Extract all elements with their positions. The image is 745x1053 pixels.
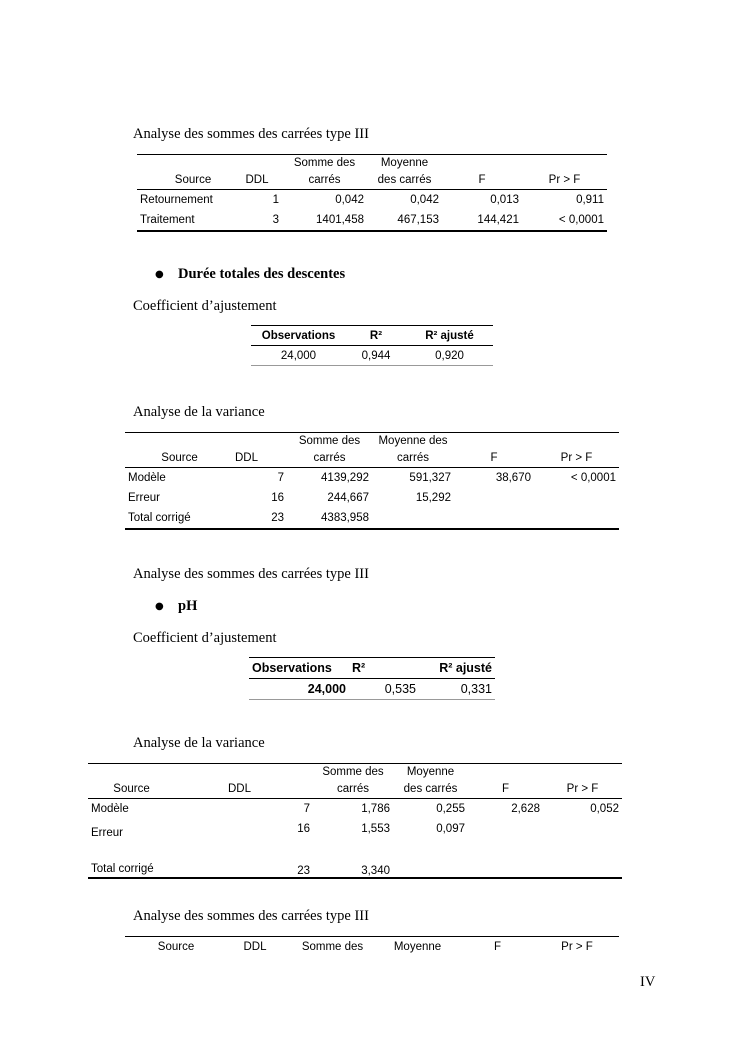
cell: Erreur xyxy=(91,827,123,839)
cell xyxy=(468,839,543,878)
cell xyxy=(454,508,534,529)
cell: Modèle xyxy=(128,472,166,484)
table-row xyxy=(88,839,622,878)
cell: 1 xyxy=(272,194,279,206)
cell xyxy=(534,508,619,529)
cell: 1,786 xyxy=(361,803,390,815)
cell: 0,042 xyxy=(410,194,439,206)
cell: 24,000 xyxy=(307,682,346,696)
cell: 0,255 xyxy=(436,803,465,815)
anova-table-2 xyxy=(125,432,619,530)
cell xyxy=(468,819,543,839)
col-observations: Observations xyxy=(249,658,349,679)
table-row xyxy=(125,508,619,529)
col-ddl: DDL xyxy=(217,433,287,468)
cell: 16 xyxy=(271,492,284,504)
col-p: Pr > F xyxy=(534,433,619,468)
page-number: IV xyxy=(640,974,656,990)
type3-heading-2: Analyse des sommes des carrées type III xyxy=(133,566,369,582)
section-title-ph: pH xyxy=(178,598,198,614)
cell: 24,000 xyxy=(280,349,317,362)
col-p: Pr > F xyxy=(543,764,622,799)
col-ms: Moyenne xyxy=(393,941,442,953)
cell: 244,667 xyxy=(327,492,369,504)
cell: 1,553 xyxy=(361,823,390,835)
cell: 38,670 xyxy=(495,472,531,484)
table-header xyxy=(251,326,493,346)
cell: 3,340 xyxy=(361,865,390,877)
table-row xyxy=(88,819,622,839)
cell xyxy=(534,488,619,508)
col-ss: Somme des carrés xyxy=(287,433,372,468)
table-header xyxy=(88,764,622,799)
type3-table-3 xyxy=(125,936,619,957)
col-ss: Somme des carrés xyxy=(282,155,367,190)
type3-table-1 xyxy=(137,154,607,232)
anova-table-3 xyxy=(88,763,622,879)
bullet-icon: ● xyxy=(155,269,164,280)
col-ddl: DDL xyxy=(243,941,267,953)
col-source: Source xyxy=(157,941,195,953)
cell: Total corrigé xyxy=(128,512,191,524)
cell: 7 xyxy=(277,472,284,484)
cell xyxy=(543,819,622,839)
col-f: F xyxy=(454,433,534,468)
cell: 0,535 xyxy=(384,682,416,696)
cell: Traitement xyxy=(140,214,195,226)
col-p: Pr > F xyxy=(522,155,607,190)
col-r2: R² xyxy=(349,658,419,679)
col-ddl: DDL xyxy=(168,764,313,799)
type3-heading-1: Analyse des sommes des carrées type III xyxy=(133,126,369,142)
table-header xyxy=(125,937,619,958)
cell xyxy=(372,508,454,529)
section-title-duree: Durée totales des descentes xyxy=(178,266,346,282)
cell xyxy=(393,839,468,878)
col-ddl: DDL xyxy=(232,155,282,190)
bullet-icon: ● xyxy=(155,601,164,612)
cell: 23 xyxy=(297,865,310,877)
col-source: Source xyxy=(137,155,232,190)
cell: 16 xyxy=(297,823,310,835)
cell: 0,042 xyxy=(335,194,364,206)
cell: 0,911 xyxy=(576,194,604,206)
col-ms: Moyenne des carrés xyxy=(372,433,454,468)
cell: 2,628 xyxy=(511,803,540,815)
cell: 0,944 xyxy=(361,349,391,362)
col-r2-adj: R² ajusté xyxy=(419,658,495,679)
col-r2-adj: R² ajusté xyxy=(406,326,493,346)
cell: 1401,458 xyxy=(316,214,364,226)
col-r2: R² xyxy=(346,326,406,346)
cell: 4139,292 xyxy=(321,472,369,484)
col-ss: Somme des xyxy=(301,941,364,953)
cell: 0,920 xyxy=(435,349,464,362)
cell: 0,097 xyxy=(436,823,465,835)
cell: 7 xyxy=(303,803,310,815)
table-header xyxy=(125,433,619,468)
table-row xyxy=(125,468,619,489)
table-row xyxy=(249,679,495,700)
cell: Modèle xyxy=(91,803,129,815)
col-source: Source xyxy=(88,764,168,799)
cell: 467,153 xyxy=(397,214,439,226)
col-f: F xyxy=(493,941,502,953)
cell xyxy=(543,839,622,878)
cell: Erreur xyxy=(128,492,160,504)
type3-heading-3: Analyse des sommes des carrées type III xyxy=(133,908,369,924)
cell: 144,421 xyxy=(477,214,519,226)
table-row xyxy=(251,346,493,366)
cell: 23 xyxy=(271,512,284,524)
cell: < 0,0001 xyxy=(558,214,604,226)
col-ss: Somme des carrés xyxy=(313,764,393,799)
col-p: Pr > F xyxy=(561,941,593,953)
table-row xyxy=(137,190,607,211)
anova-heading-2: Analyse de la variance xyxy=(133,404,265,420)
col-f: F xyxy=(442,155,522,190)
col-f: F xyxy=(468,764,543,799)
table-header xyxy=(137,155,607,190)
cell: 0,013 xyxy=(490,194,519,206)
anova-heading-3: Analyse de la variance xyxy=(133,735,265,751)
table-row xyxy=(137,210,607,231)
cell: 591,327 xyxy=(409,472,451,484)
cell: 0,052 xyxy=(590,803,619,815)
cell: Retournement xyxy=(140,194,213,206)
fit-heading-2: Coefficient d’ajustement xyxy=(133,298,277,314)
cell: 4383,958 xyxy=(321,512,369,524)
cell: 0,331 xyxy=(460,682,492,696)
cell: 3 xyxy=(272,214,279,226)
col-observations: Observations xyxy=(251,326,346,346)
col-source: Source xyxy=(125,433,217,468)
table-row xyxy=(88,799,622,820)
col-ms: Moyenne des carrés xyxy=(393,764,468,799)
cell: < 0,0001 xyxy=(570,472,616,484)
fit-table-2 xyxy=(251,325,493,366)
table-row xyxy=(125,488,619,508)
fit-table-3 xyxy=(249,657,495,700)
fit-heading-3: Coefficient d’ajustement xyxy=(133,630,277,646)
col-ms: Moyenne des carrés xyxy=(367,155,442,190)
table-header xyxy=(249,658,495,679)
cell: 15,292 xyxy=(415,492,451,504)
cell: Total corrigé xyxy=(91,863,154,875)
cell xyxy=(454,488,534,508)
